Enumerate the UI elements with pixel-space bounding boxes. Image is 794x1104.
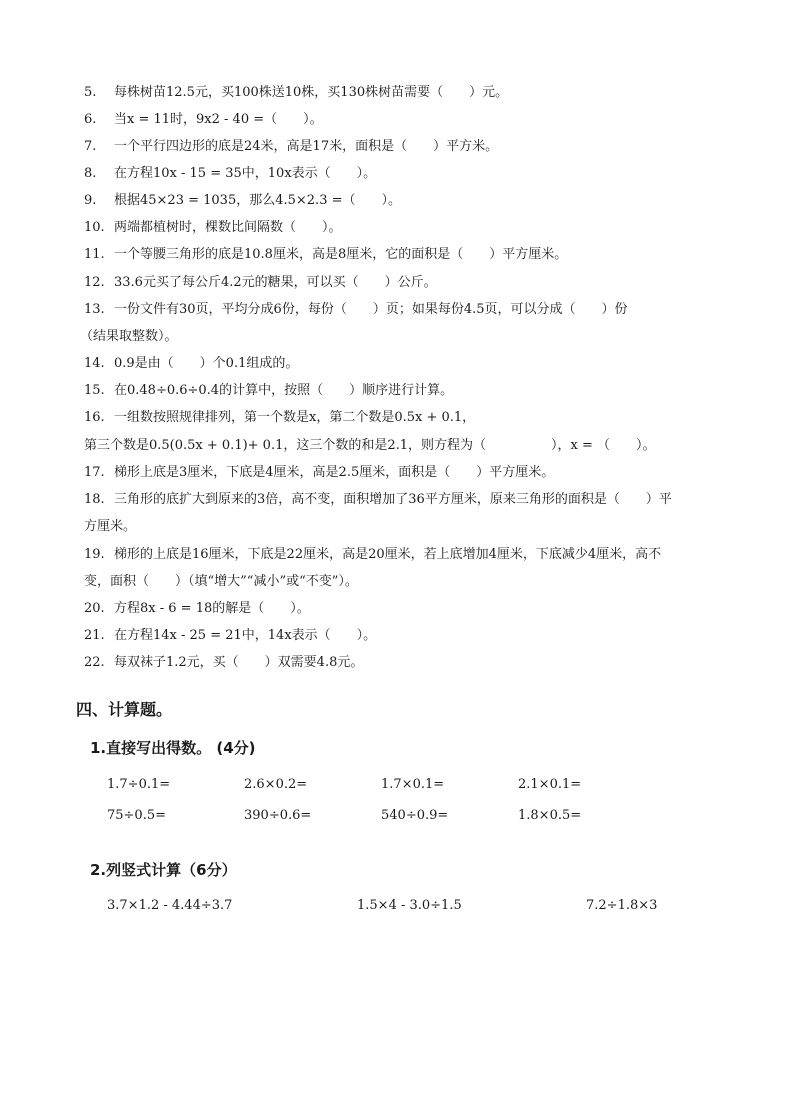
question-12 [84, 274, 437, 292]
question-text: 0.9是由（ ）个0.1组成的。 [114, 356, 299, 371]
question-number: 17. [84, 465, 105, 480]
question-11 [84, 246, 567, 264]
vertical-calc-item: 3.7×1.2 - 4.44÷3.7 [107, 898, 233, 913]
question-number: 14. [84, 356, 105, 371]
part2-title: 2.列竖式计算（6分） [90, 861, 237, 879]
question-text: 在0.48÷0.6÷0.4的计算中，按照（ ）顺序进行计算。 [114, 383, 454, 398]
question-19 [84, 546, 661, 564]
question-number: 7. [84, 139, 97, 154]
question-text: 两端都植树时，棵数比间隔数（ ）。 [114, 220, 342, 235]
question-19-continuation: 变，面积（ ）（填“增大”“减小”或“不变”）。 [84, 574, 358, 589]
question-13 [84, 301, 628, 319]
question-text: 方程8x - 6 = 18的解是（ ）。 [114, 601, 310, 616]
question-22 [84, 654, 363, 672]
question-text: 在方程14x - 25 = 21中，14x表示（ ）。 [114, 628, 377, 643]
question-text: 三角形的底扩大到原来的3倍，高不变，面积增加了36平方厘米，原来三角形的面积是（ ）平 [114, 492, 672, 507]
question-number: 13. [84, 302, 105, 317]
question-15 [84, 382, 453, 400]
question-number: 8. [84, 166, 97, 181]
question-number: 15. [84, 383, 105, 398]
question-text: 一个平行四边形的底是24米，高是17米，面积是（ ）平方米。 [114, 139, 499, 154]
question-number: 5. [84, 85, 97, 100]
question-number: 22. [84, 655, 105, 670]
question-number: 12. [84, 275, 105, 290]
section-title-calculation: 四、计算题。 [76, 700, 173, 719]
mental-math-item: 540÷0.9= [381, 808, 449, 823]
question-number: 9. [84, 193, 97, 208]
question-number: 20. [84, 601, 105, 616]
question-number: 19. [84, 547, 105, 562]
question-number: 21. [84, 628, 105, 643]
question-number: 10. [84, 220, 105, 235]
question-number: 16. [84, 410, 105, 425]
question-text: 梯形上底是3厘米，下底是4厘米，高是2.5厘米，面积是（ ）平方厘米。 [114, 465, 555, 480]
question-16-continuation: 第三个数是0.5(0.5x + 0.1)+ 0.1，这三个数的和是2.1，则方程为（ ），x = （ ）。 [84, 438, 656, 453]
vertical-calc-item: 7.2÷1.8×3 [586, 898, 658, 913]
question-number: 11. [84, 247, 105, 262]
question-number: 6. [84, 112, 97, 127]
question-text: 在方程10x - 15 = 35中，10x表示（ ）。 [114, 166, 377, 181]
question-text: 梯形的上底是16厘米，下底是22厘米，高是20厘米，若上底增加4厘米，下底减少4厘米，高不 [114, 547, 662, 562]
mental-math-item: 1.8×0.5= [518, 808, 582, 823]
question-8 [84, 165, 376, 183]
question-text: 一个等腰三角形的底是10.8厘米，高是8厘米，它的面积是（ ）平方厘米。 [114, 247, 568, 262]
mental-math-item: 390÷0.6= [244, 808, 312, 823]
part1-title: 1.直接写出得数。 (4分) [90, 739, 256, 757]
question-20 [84, 600, 310, 618]
question-13-continuation: （结果取整数）。 [80, 329, 178, 344]
question-text: 一组数按照规律排列，第一个数是x，第二个数是0.5x + 0.1， [114, 410, 476, 425]
question-6 [84, 111, 323, 129]
mental-math-item: 1.7×0.1= [381, 777, 445, 792]
question-16 [84, 409, 475, 427]
question-text: 一份文件有30页，平均分成6份，每份（ ）页；如果每份4.5页，可以分成（ ）份 [114, 302, 628, 317]
question-9 [84, 192, 401, 210]
question-text: 33.6元买了每公斤4.2元的糖果，可以买（ ）公斤。 [114, 275, 437, 290]
mental-math-item: 2.6×0.2= [244, 777, 308, 792]
question-number: 18. [84, 492, 105, 507]
mental-math-item: 2.1×0.1= [518, 777, 582, 792]
question-text: 每株树苗12.5元，买100株送10株，买130株树苗需要（ ）元。 [114, 85, 509, 100]
question-7 [84, 138, 498, 156]
question-10 [84, 219, 342, 237]
question-text: 每双袜子1.2元，买（ ）双需要4.8元。 [114, 655, 364, 670]
question-18-continuation: 方厘米。 [84, 519, 137, 534]
question-21 [84, 627, 376, 645]
question-14 [84, 355, 298, 373]
question-18 [84, 491, 672, 509]
question-5 [84, 84, 508, 102]
question-17 [84, 464, 554, 482]
question-text: 根据45×23 = 1035，那么4.5×2.3 =（ ）。 [114, 193, 401, 208]
question-text: 当x = 11时，9x2 - 40 =（ ）。 [114, 112, 323, 127]
mental-math-item: 75÷0.5= [107, 808, 167, 823]
mental-math-item: 1.7÷0.1= [107, 777, 171, 792]
vertical-calc-item: 1.5×4 - 3.0÷1.5 [357, 898, 462, 913]
